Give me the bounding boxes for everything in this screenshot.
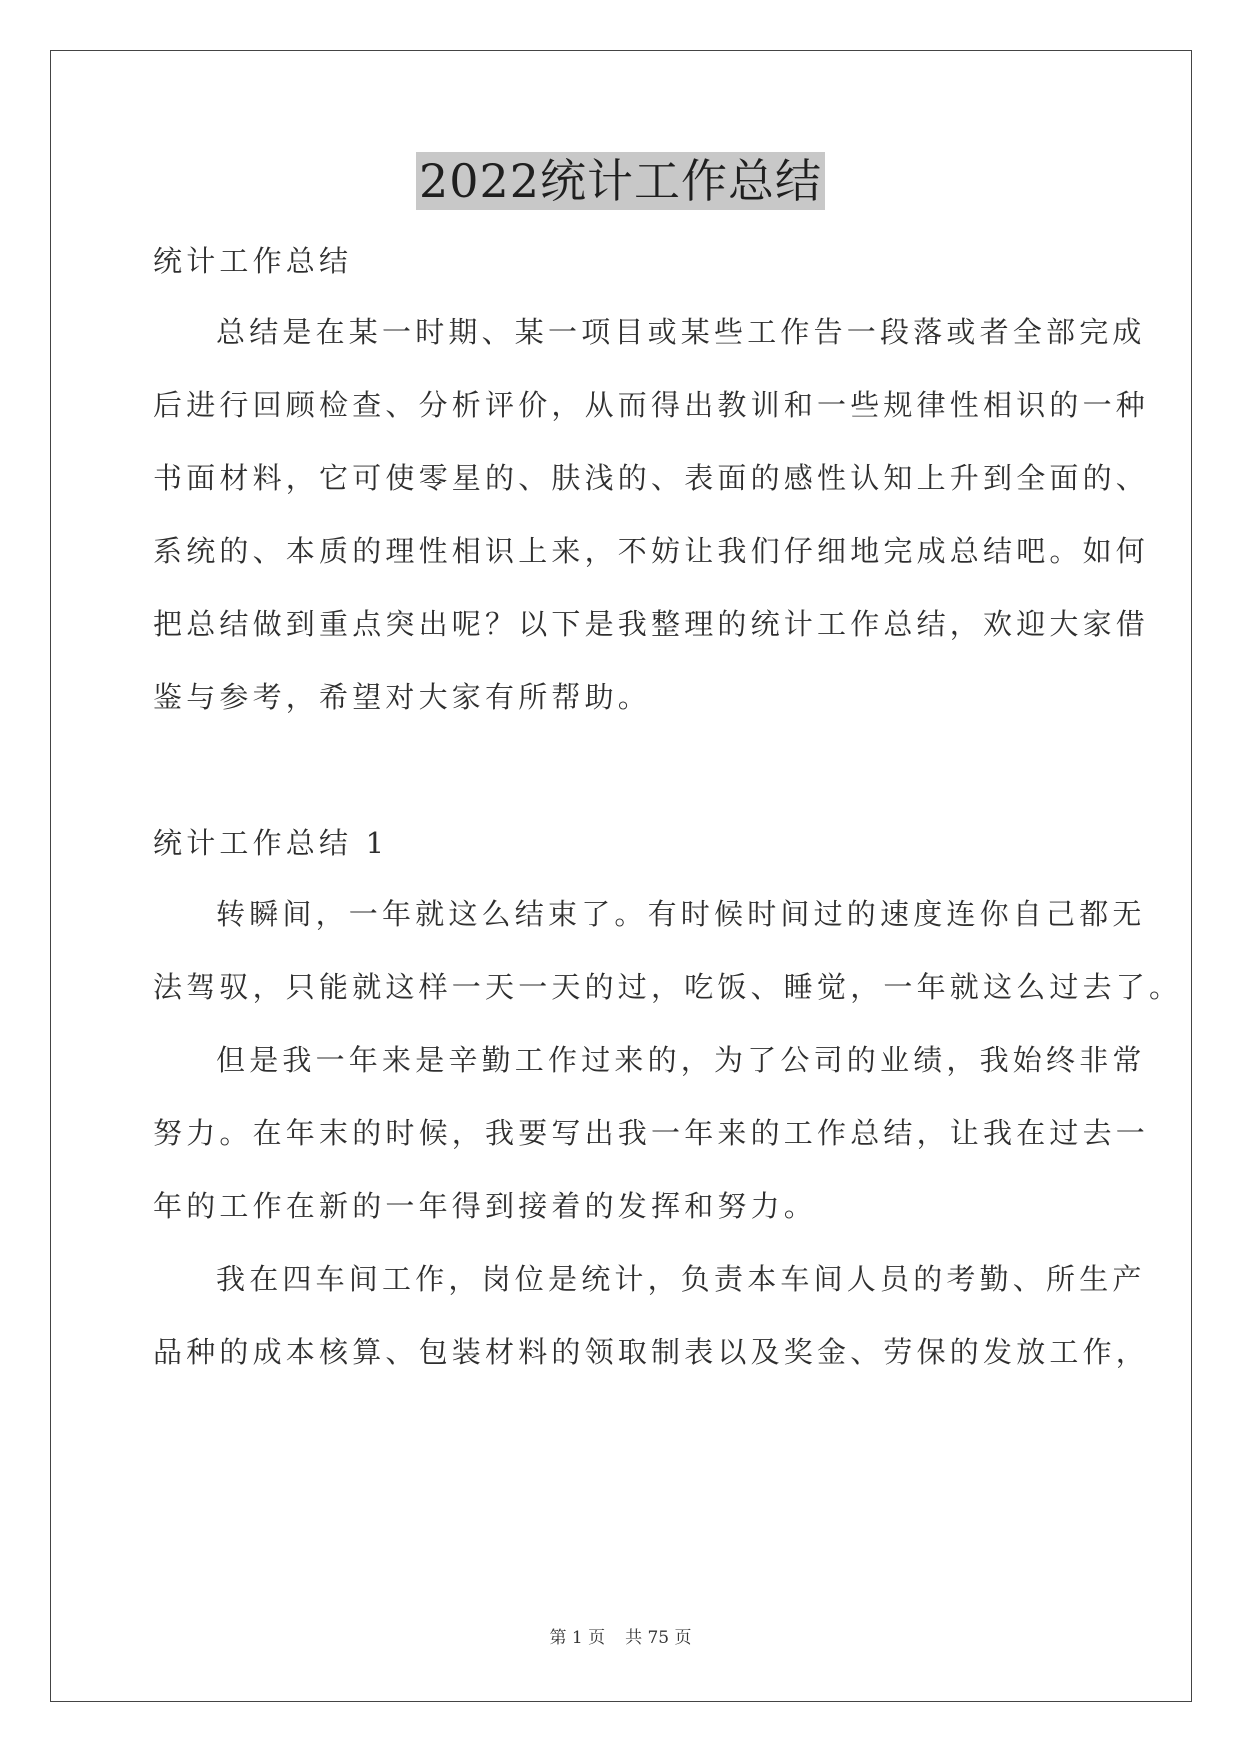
section-heading: 统计工作总结 1 bbox=[153, 826, 389, 860]
paragraph-line: 书面材料，它可使零星的、肤浅的、表面的感性认知上升到全面的、 bbox=[153, 461, 1150, 495]
paragraph-line: 把总结做到重点突出呢？以下是我整理的统计工作总结，欢迎大家借 bbox=[153, 607, 1150, 641]
section-heading: 统计工作总结 bbox=[153, 244, 353, 278]
paragraph-line: 我在四车间工作，岗位是统计，负责本车间人员的考勤、所生产 bbox=[216, 1262, 1146, 1296]
paragraph-line: 转瞬间，一年就这么结束了。有时候时间过的速度连你自己都无 bbox=[216, 897, 1146, 931]
document-title: 2022统计工作总结 bbox=[416, 152, 825, 210]
paragraph-line: 后进行回顾检查、分析评价，从而得出教训和一些规律性相识的一种 bbox=[153, 388, 1150, 422]
paragraph-line: 但是我一年来是辛勤工作过来的，为了公司的业绩，我始终非常 bbox=[216, 1043, 1146, 1077]
paragraph-line: 年的工作在新的一年得到接着的发挥和努力。 bbox=[153, 1189, 818, 1223]
paragraph-line: 总结是在某一时期、某一项目或某些工作告一段落或者全部完成 bbox=[216, 315, 1146, 349]
paragraph-line: 系统的、本质的理性相识上来，不妨让我们仔细地完成总结吧。如何 bbox=[153, 534, 1150, 568]
page-number: 第 1 页 bbox=[549, 1628, 606, 1648]
page-total: 共 75 页 bbox=[625, 1628, 692, 1648]
paragraph-line: 法驾驭，只能就这样一天一天的过，吃饭、睡觉，一年就这么过去了。 bbox=[153, 970, 1183, 1004]
paragraph-line: 努力。在年末的时候，我要写出我一年来的工作总结，让我在过去一 bbox=[153, 1116, 1150, 1150]
paragraph-line: 品种的成本核算、包装材料的领取制表以及奖金、劳保的发放工作， bbox=[153, 1335, 1150, 1369]
title-container bbox=[0, 152, 1241, 210]
page-footer bbox=[0, 1627, 1241, 1649]
paragraph-line: 鉴与参考，希望对大家有所帮助。 bbox=[153, 680, 652, 714]
page-border bbox=[50, 50, 1192, 1702]
